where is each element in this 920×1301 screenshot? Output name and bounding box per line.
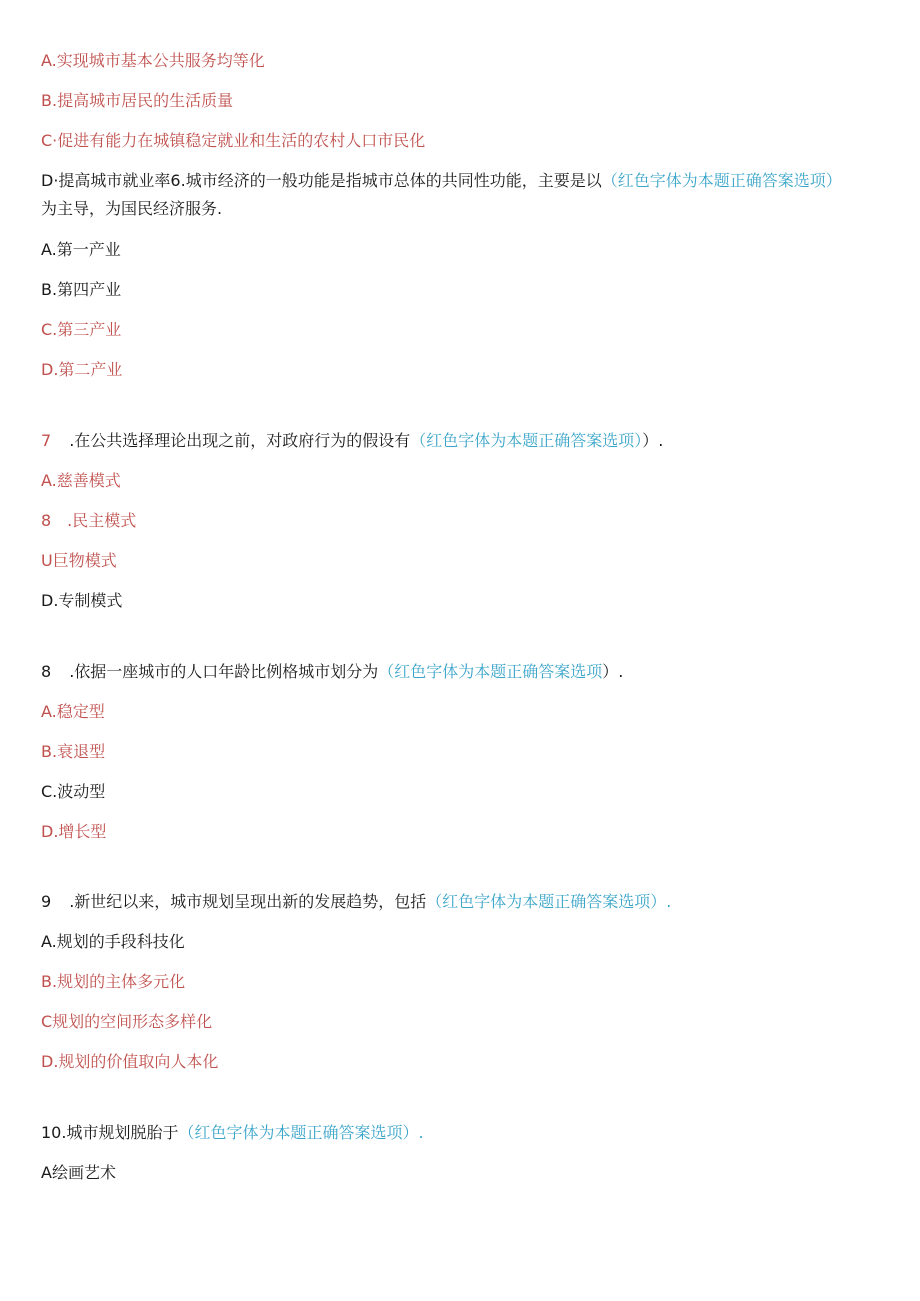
q9-stem: .新世纪以来，城市规划呈现出新的发展趋势，包括: [69, 892, 427, 911]
q10-stem: 10.城市规划脱胎于: [41, 1123, 179, 1142]
q5-option-c: C·促进有能力在城镇稳定就业和生活的农村人口市民化: [41, 131, 426, 150]
q8-number: 8: [41, 662, 52, 681]
q6-stem: 6.城市经济的一般功能是指城市总体的共同性功能，主要是以: [170, 171, 602, 190]
q8-end: ）.: [602, 662, 624, 681]
q9-option-a: A.规划的手段科技化: [41, 932, 185, 951]
q6-question: [41, 167, 891, 223]
q5-option-b: B.提高城市居民的生活质量: [41, 91, 234, 110]
q9-question: [41, 892, 671, 912]
q7-question: [41, 431, 663, 451]
q8-stem: .依据一座城市的人口年龄比例格城市划分为: [69, 662, 379, 681]
q8-hint: （红色字体为本题正确答案选项: [378, 662, 603, 681]
q8-option-a: A.稳定型: [41, 702, 105, 721]
q7-stem: .在公共选择理论出现之前，对政府行为的假设有: [69, 431, 411, 450]
q9-hint: （红色字体为本题正确答案选项）.: [426, 892, 672, 911]
q6-hint: （红色字体为本题正确答案选项）: [601, 171, 842, 190]
q6-option-b: B.第四产业: [41, 280, 122, 299]
q9-option-d: D.规划的价值取向人本化: [41, 1052, 219, 1071]
q7-option-c: U巨物模式: [41, 551, 117, 570]
q6-option-d: D.第二产业: [41, 360, 123, 379]
q6-option-a: A.第一产业: [41, 240, 121, 259]
q5-option-a: A.实现城市基本公共服务均等化: [41, 51, 265, 70]
q7-option-a: A.慈善模式: [41, 471, 121, 490]
q7-option-b: 8 .民主模式: [41, 511, 137, 530]
q7-option-d: D.专制模式: [41, 591, 123, 610]
q9-number: 9: [41, 892, 52, 911]
q9-option-c: C规划的空间形态多样化: [41, 1012, 213, 1031]
q10-question: [41, 1123, 424, 1143]
q6-stem-end: 为主导，为国民经济服务.: [41, 199, 223, 218]
q8-option-d: D.增长型: [41, 822, 107, 841]
q8-option-b: B.衰退型: [41, 742, 106, 761]
q10-hint: （红色字体为本题正确答案选项）.: [178, 1123, 424, 1142]
q6-option-c: C.第三产业: [41, 320, 122, 339]
q5-option-d: D·提高城市就业率: [41, 171, 171, 190]
q10-option-a: A绘画艺术: [41, 1163, 116, 1182]
q9-option-b: B.规划的主体多元化: [41, 972, 186, 991]
q7-number: 7: [41, 431, 52, 450]
q7-end: ）.: [642, 431, 664, 450]
q8-option-c: C.波动型: [41, 782, 106, 801]
q7-hint: （红色字体为本题正确答案选项）: [410, 431, 643, 450]
q8-question: [41, 662, 623, 682]
